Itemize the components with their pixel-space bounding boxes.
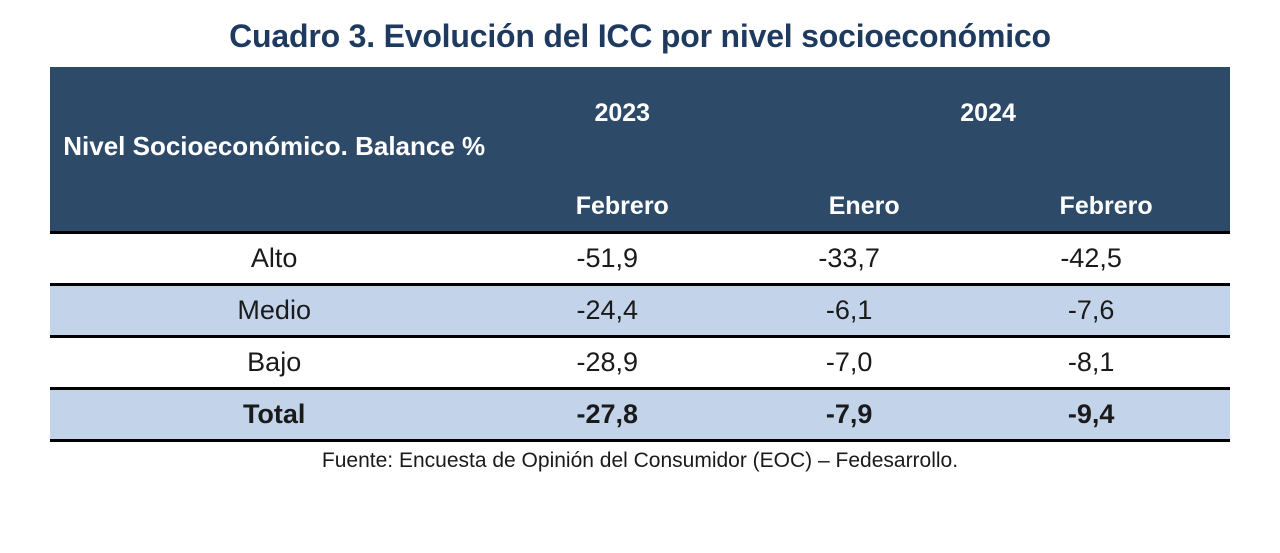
cell-total-2024-enero: -7,9 [746,389,982,441]
table-row [50,389,1230,441]
cell-alto-2024-enero: -33,7 [746,233,982,285]
table-container [50,67,1230,442]
cell-total-2023-febrero: -27,8 [498,389,746,441]
row-label-total: Total [50,389,498,441]
source-note: Fuente: Encuesta de Opinión del Consumidor (EOC) – Fedesarrollo. [321,449,959,472]
year-header-2024: 2024 [746,67,1230,165]
table-row [50,285,1230,337]
cell-medio-2024-enero: -6,1 [746,285,982,337]
row-label-medio: Medio [50,285,498,337]
cell-bajo-2024-febrero: -8,1 [982,337,1230,389]
cell-alto-2023-febrero: -51,9 [498,233,746,285]
cell-alto-2024-febrero: -42,5 [982,233,1230,285]
cell-medio-2024-febrero: -7,6 [982,285,1230,337]
cell-bajo-2024-enero: -7,0 [746,337,982,389]
table-body [50,233,1230,441]
cell-bajo-2023-febrero: -28,9 [498,337,746,389]
corner-header: Nivel Socioeconómico. Balance % [50,67,498,233]
table-header [50,67,1230,233]
table-row [50,337,1230,389]
month-header-febrero-2024: Febrero [982,165,1230,233]
year-header-2023: 2023 [498,67,746,165]
month-header-febrero-2023: Febrero [498,165,746,233]
page-title: Cuadro 3. Evolución del ICC por nivel socioeconómico [229,18,1051,54]
row-label-alto: Alto [50,233,498,285]
row-label-bajo: Bajo [50,337,498,389]
month-header-enero-2024: Enero [746,165,982,233]
cell-medio-2023-febrero: -24,4 [498,285,746,337]
table-row [50,233,1230,285]
icc-table [50,67,1230,442]
cell-total-2024-febrero: -9,4 [982,389,1230,441]
header-row-years [50,67,1230,165]
